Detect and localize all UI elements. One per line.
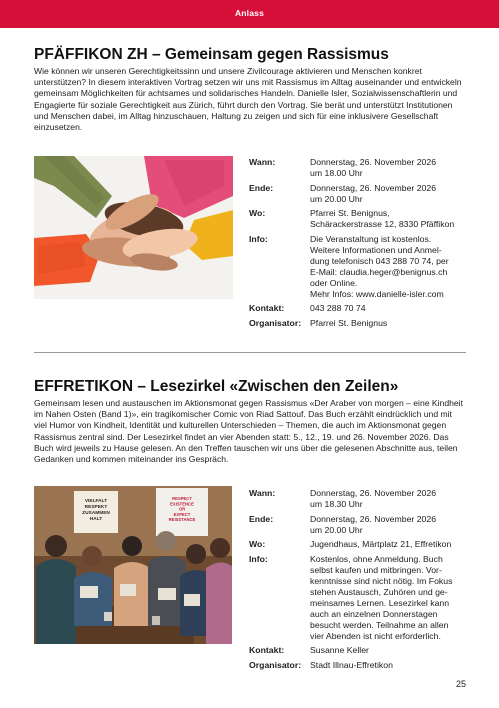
- info-row-wo: [249, 539, 471, 550]
- info-row-info: [249, 554, 471, 642]
- info-value: Jugendhaus, Märtplatz 21, Effretikon: [310, 539, 452, 549]
- info-row-organisator: [249, 318, 471, 329]
- info-value: Stadt Illnau-Effretikon: [310, 659, 393, 670]
- info-value: Pfarrei St. Benignus, Schärackerstrasse 12, 8330 Pfäffikon: [310, 208, 455, 229]
- info-row-ende: [249, 183, 471, 205]
- info-key: Ende:: [249, 182, 274, 193]
- reading-group-photo: [34, 486, 232, 644]
- event-pfaeffikon: [34, 45, 466, 133]
- info-key: Wo:: [249, 208, 266, 218]
- info-row-wann: [249, 157, 471, 179]
- info-key: Ende:: [249, 513, 274, 524]
- info-value: Susanne Keller: [310, 645, 369, 655]
- info-row-wo: [249, 208, 471, 230]
- page-number: 25: [455, 679, 466, 689]
- info-row-organisator: [249, 660, 471, 671]
- event-description: Wie können wir unseren Gerechtigkeitssinn und unsere Zivilcourage aktivieren und Menschen konkret unterstützen? In diesem interaktiven Vortrag setzen wir uns mit Rassismus im Alltag auseinander und entwickeln gemeinsam Möglichkeiten für achtsames und solidarisches Handeln. Danielle Isler, Sozialwissenschaftlerin und Engagierte für soziale Gerechtigkeit aus Zürich, führt durch den Vortrag. Sie berät und unterstützt Institutionen und Menschen dabei, im Alltag hinzuschauen, Haltung zu zeigen und sich für eine inklusivere Gesellschaft einzusetzen.: [34, 66, 462, 133]
- info-value: Kostenlos, ohne Anmeldung. Buch selbst kaufen und mitbringen. Vor- kenntnisse sind nicht nötig. Im Fokus stehen Austausch, Zuhören und ge- meinsames Lernen. Lesezirkel kann auch an einzelnen Donnerstagen besucht werden. Teilnahme an allen vier Abenden ist nicht erforderlich.: [310, 553, 453, 641]
- event-description: Gemeinsam lesen und austauschen im Aktionsmonat gegen Rassismus «Der Araber von morgen – eine Kindheit im Nahen Osten (Band 1)», ein tragikomischer Comic von Riad Sattouf. Das Buch erzählt eindrücklich und mit viel Humor von Kindheit, Identität und kulturellen Unterschieden – Themen, die auch im Aktionsmonat gegen Rassismus zentral sind. Der Lesezirkel findet an vier Abenden statt: 5., 12., 19. und 26. November 2026. Das Buch wird jeweils zu Hause gelesen. An den Treffen tauschen wir uns über die gelesenen Abschnitte aus, teilen Gedanken und kommen miteinander ins Gespräch.: [34, 398, 463, 465]
- info-value: Die Veranstaltung ist kostenlos. Weitere Informationen und Anmel- dung telefonisch 043 288 70 74, per E-Mail: claudia.heger@benignus.ch oder Online. Mehr Infos: www.danielle-isler.com: [310, 233, 449, 299]
- poster-right-text: RESPECT EXISTENCE OR EXPECT RESISTANCE: [168, 496, 196, 522]
- event-info-table: [249, 488, 471, 674]
- info-key: Kontakt:: [249, 303, 285, 313]
- info-value: Pfarrei St. Benignus: [310, 317, 388, 328]
- header-label: Anlass: [234, 8, 265, 18]
- section-divider: [34, 352, 466, 353]
- event-title: PFÄFFIKON ZH – Gemeinsam gegen Rassismus: [34, 46, 389, 63]
- hands-together-photo: [34, 156, 233, 299]
- header-bar: [0, 0, 499, 28]
- info-value: 043 288 70 74: [310, 303, 366, 313]
- info-row-info: [249, 234, 471, 300]
- info-value: Donnerstag, 26. November 2026 um 20.00 Uhr: [310, 513, 437, 535]
- info-key: Kontakt:: [249, 645, 285, 655]
- info-row-ende: [249, 514, 471, 536]
- info-key: Info:: [249, 553, 268, 564]
- info-value: Donnerstag, 26. November 2026 um 20.00 Uhr: [310, 182, 437, 204]
- info-row-kontakt: [249, 645, 471, 656]
- event-title: EFFRETIKON – Lesezirkel «Zwischen den Zeilen»: [34, 378, 399, 395]
- event-effretikon: [34, 377, 466, 465]
- info-key: Organisator:: [249, 659, 302, 670]
- info-row-kontakt: [249, 303, 471, 314]
- poster-left-text: VIELFALT RESPEKT ZUSAMMEN HALT: [82, 499, 110, 522]
- info-value: Donnerstag, 26. November 2026 um 18.00 Uhr: [310, 157, 437, 178]
- info-value: Donnerstag, 26. November 2026 um 18.30 Uhr: [310, 488, 437, 509]
- info-row-wann: [249, 488, 471, 510]
- event-info-table: [249, 157, 471, 332]
- info-key: Wo:: [249, 539, 266, 549]
- info-key: Info:: [249, 233, 268, 244]
- info-key: Wann:: [249, 488, 276, 498]
- info-key: Wann:: [249, 157, 276, 167]
- info-key: Organisator:: [249, 317, 302, 328]
